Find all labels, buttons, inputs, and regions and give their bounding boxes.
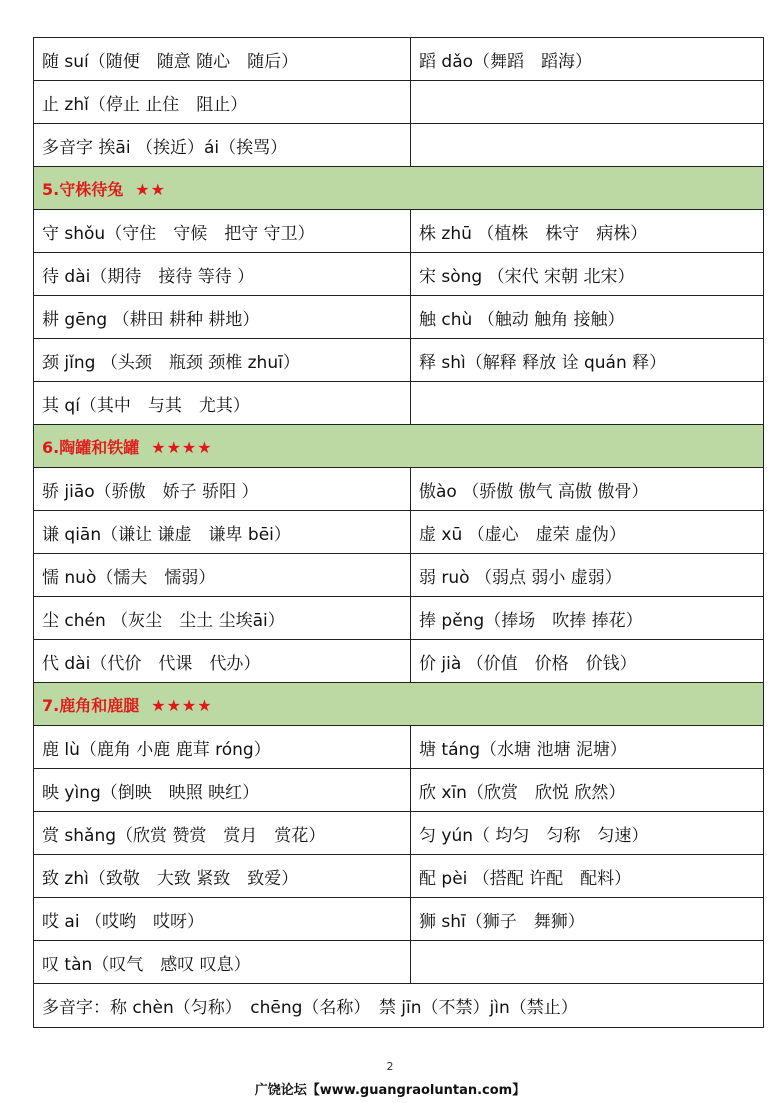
word-cell-right <box>411 124 764 167</box>
word-cell-left: 骄 jiāo（骄傲 娇子 骄阳 ） <box>34 468 411 511</box>
word-cell-right: 弱 ruò （弱点 弱小 虚弱） <box>411 554 764 597</box>
word-cell-left: 鹿 lù（鹿角 小鹿 鹿茸 róng） <box>34 726 411 769</box>
table-row <box>34 511 764 554</box>
word-cell-right: 匀 yún（ 均匀 匀称 匀速） <box>411 812 764 855</box>
word-cell-right: 释 shì（解释 释放 诠 quán 释） <box>411 339 764 382</box>
table-row <box>34 898 764 941</box>
table-row <box>34 81 764 124</box>
word-cell-left: 多音字 挨āi （挨近）ái（挨骂） <box>34 124 411 167</box>
word-cell-right <box>411 941 764 984</box>
word-cell-right: 宋 sòng （宋代 宋朝 北宋） <box>411 253 764 296</box>
section-title: 5.守株待兔 <box>42 179 124 199</box>
table-row <box>34 210 764 253</box>
polyphone-note: 多音字：称 chèn（匀称） chēng（名称） 禁 jīn（不禁）jìn（禁止） <box>34 984 764 1028</box>
word-cell-left: 待 dài（期待 接待 等待 ） <box>34 253 411 296</box>
word-cell-left: 致 zhì（致敬 大致 紧致 致爱） <box>34 855 411 898</box>
word-cell-right: 配 pèi （搭配 许配 配料） <box>411 855 764 898</box>
word-cell-left: 随 suí（随便 随意 随心 随后） <box>34 38 411 81</box>
polyphone-note-row <box>34 984 764 1028</box>
difficulty-stars: ★★ <box>135 179 166 199</box>
table-row <box>34 554 764 597</box>
word-cell-left: 叹 tàn（叹气 感叹 叹息） <box>34 941 411 984</box>
word-cell-left: 其 qí（其中 与其 尤其） <box>34 382 411 425</box>
table-row <box>34 339 764 382</box>
word-cell-left: 尘 chén （灰尘 尘土 尘埃āi） <box>34 597 411 640</box>
word-cell-left: 映 yìng（倒映 映照 映红） <box>34 769 411 812</box>
word-cell-right: 欣 xīn（欣赏 欣悦 欣然） <box>411 769 764 812</box>
table-row <box>34 812 764 855</box>
table-row <box>34 941 764 984</box>
word-cell-left: 代 dài（代价 代课 代办） <box>34 640 411 683</box>
section-header <box>34 683 764 726</box>
word-cell-right: 捧 pěng（捧场 吹捧 捧花） <box>411 597 764 640</box>
table-row <box>34 597 764 640</box>
footer-site: 广饶论坛【www.guangraoluntan.com】 <box>254 1083 526 1098</box>
table-row <box>34 640 764 683</box>
word-cell-right: 虚 xū （虚心 虚荣 虚伪） <box>411 511 764 554</box>
word-cell-right: 蹈 dǎo（舞蹈 蹈海） <box>411 38 764 81</box>
page-number: 2 <box>386 1060 394 1073</box>
word-cell-right <box>411 382 764 425</box>
section-header <box>34 167 764 210</box>
table-row <box>34 253 764 296</box>
table-row <box>34 38 764 81</box>
section-title: 7.鹿角和鹿腿 <box>42 695 140 715</box>
table-row <box>34 726 764 769</box>
word-cell-left: 守 shǒu（守住 守候 把守 守卫） <box>34 210 411 253</box>
word-cell-left: 谦 qiān（谦让 谦虚 谦卑 bēi） <box>34 511 411 554</box>
word-cell-left: 耕 gēng （耕田 耕种 耕地） <box>34 296 411 339</box>
table-row <box>34 468 764 511</box>
table-row <box>34 124 764 167</box>
difficulty-stars: ★★★★ <box>151 695 213 715</box>
table-row <box>34 855 764 898</box>
difficulty-stars: ★★★★ <box>151 437 213 457</box>
word-cell-right: 狮 shī（狮子 舞狮） <box>411 898 764 941</box>
word-cell-right: 价 jià （价值 价格 价钱） <box>411 640 764 683</box>
word-cell-right: 触 chù （触动 触角 接触） <box>411 296 764 339</box>
section-title: 6.陶罐和铁罐 <box>42 437 140 457</box>
word-cell-left: 止 zhǐ（停止 止住 阻止） <box>34 81 411 124</box>
vocab-table <box>33 37 764 1028</box>
word-cell-left: 颈 jǐng （头颈 瓶颈 颈椎 zhuī） <box>34 339 411 382</box>
word-cell-left: 哎 ai （哎哟 哎呀） <box>34 898 411 941</box>
word-cell-right: 株 zhū （植株 株守 病株） <box>411 210 764 253</box>
table-row <box>34 382 764 425</box>
word-cell-right <box>411 81 764 124</box>
section-header-cell <box>34 683 764 726</box>
section-header <box>34 425 764 468</box>
section-header-cell <box>34 425 764 468</box>
table-row <box>34 296 764 339</box>
word-cell-right: 塘 táng（水塘 池塘 泥塘） <box>411 726 764 769</box>
word-cell-right: 傲ào （骄傲 傲气 高傲 傲骨） <box>411 468 764 511</box>
word-cell-left: 赏 shǎng（欣赏 赞赏 赏月 赏花） <box>34 812 411 855</box>
vocab-sheet <box>33 37 754 1028</box>
table-row <box>34 769 764 812</box>
word-cell-left: 懦 nuò（懦夫 懦弱） <box>34 554 411 597</box>
section-header-cell <box>34 167 764 210</box>
